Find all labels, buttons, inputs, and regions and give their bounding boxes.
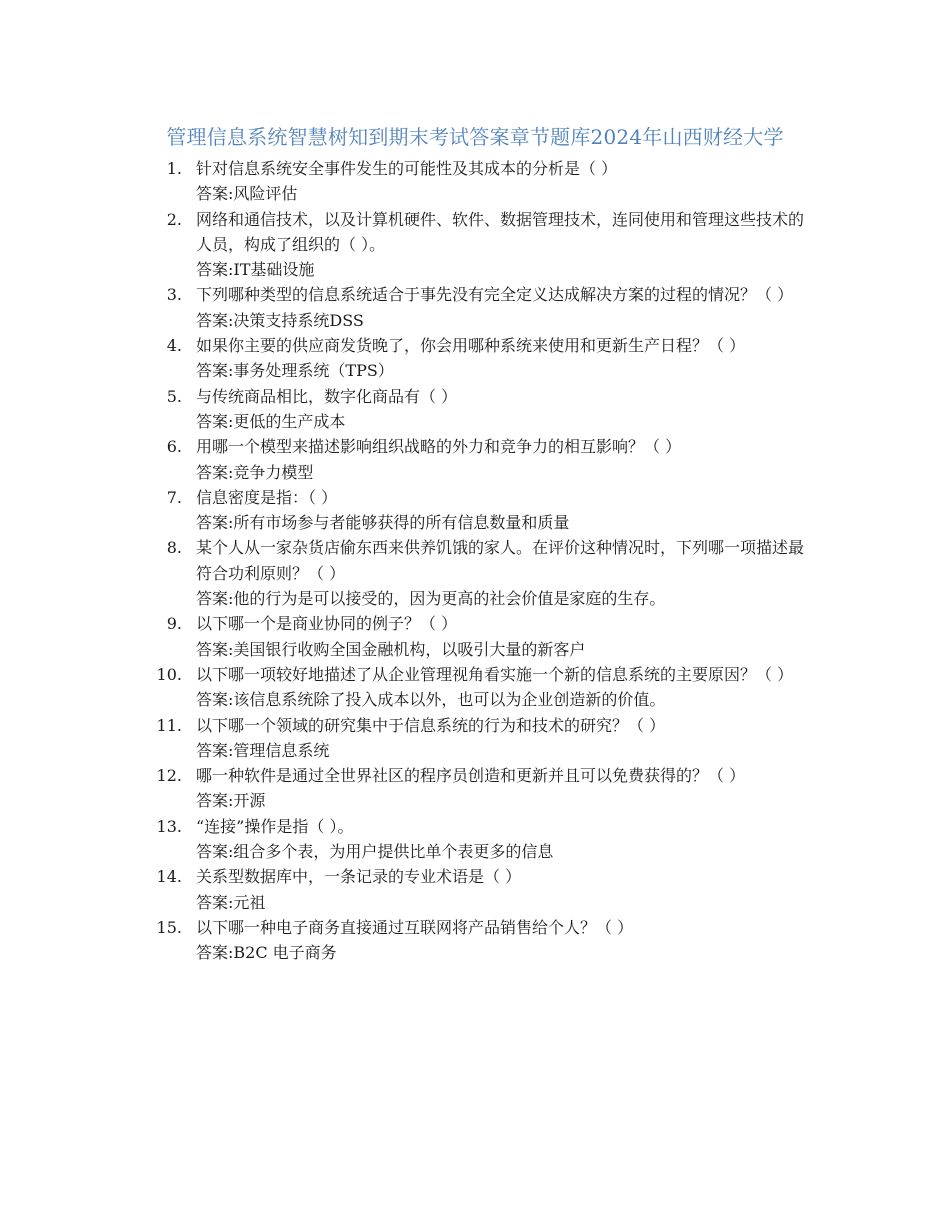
answer-text: 答案:风险评估 xyxy=(196,184,298,204)
question-text: 以下哪一个领域的研究集中于信息系统的行为和技术的研究？（ ） xyxy=(196,715,666,735)
question-item-15 xyxy=(150,915,815,966)
answer-text: 答案:所有市场参与者能够获得的所有信息数量和质量 xyxy=(196,513,570,533)
answer-text: 答案:IT基础设施 xyxy=(196,260,315,280)
answer-text: 答案:组合多个表，为用户提供比单个表更多的信息 xyxy=(196,842,554,862)
question-number: 3. xyxy=(166,285,182,305)
answer-text: 答案:决策支持系统DSS xyxy=(196,310,364,330)
question-number: 9. xyxy=(166,614,182,634)
answer-text: 答案:B2C 电子商务 xyxy=(196,943,337,963)
question-number: 15. xyxy=(156,917,182,937)
question-item-6 xyxy=(150,434,815,485)
answer-text: 答案:开源 xyxy=(196,791,266,811)
question-number: 14. xyxy=(156,867,182,887)
question-text: “连接”操作是指（ ）。 xyxy=(196,816,354,836)
question-item-4 xyxy=(150,333,815,384)
question-item-11 xyxy=(150,713,815,764)
question-item-5 xyxy=(150,384,815,435)
answer-text: 答案:竞争力模型 xyxy=(196,462,314,482)
question-number: 7. xyxy=(166,487,182,507)
question-item-1 xyxy=(150,156,815,207)
question-text: 以下哪一项较好地描述了从企业管理视角看实施一个新的信息系统的主要原因？（ ） xyxy=(196,664,794,684)
answer-text: 答案:他的行为是可以接受的，因为更高的社会价值是家庭的生存。 xyxy=(196,589,666,609)
answer-text: 答案:事务处理系统（TPS） xyxy=(196,361,394,381)
question-item-3 xyxy=(150,282,815,333)
question-number: 10. xyxy=(156,664,182,684)
question-item-14 xyxy=(150,864,815,915)
question-number: 5. xyxy=(166,386,182,406)
question-list xyxy=(150,156,815,966)
answer-text: 答案:元祖 xyxy=(196,892,266,912)
question-number: 4. xyxy=(166,336,182,356)
answer-text: 答案:美国银行收购全国金融机构，以吸引大量的新客户 xyxy=(196,639,586,659)
question-text: 某个人从一家杂货店偷东西来供养饥饿的家人。在评价这种情况时，下列哪一项描述最符合功利原则？（ ） xyxy=(196,538,805,583)
answer-text: 答案:更低的生产成本 xyxy=(196,411,346,431)
question-text: 信息密度是指：（ ） xyxy=(196,487,338,507)
question-text: 以下哪一种电子商务直接通过互联网将产品销售给个人？（ ） xyxy=(196,917,634,937)
question-text: 网络和通信技术，以及计算机硬件、软件、数据管理技术，连同使用和管理这些技术的人员，构成了组织的（ ）。 xyxy=(196,209,805,254)
question-item-13 xyxy=(150,814,815,865)
document-title: 管理信息系统智慧树知到期末考试答案章节题库2024年山西财经大学 xyxy=(166,125,784,149)
question-number: 11. xyxy=(156,715,182,735)
question-text: 与传统商品相比，数字化商品有（ ） xyxy=(196,386,458,406)
question-number: 13. xyxy=(156,816,182,836)
question-number: 1. xyxy=(166,159,182,178)
question-item-12 xyxy=(150,763,815,814)
question-item-2 xyxy=(150,207,815,283)
question-item-8 xyxy=(150,535,815,611)
question-item-9 xyxy=(150,611,815,662)
question-text: 用哪一个模型来描述影响组织战略的外力和竞争力的相互影响？（ ） xyxy=(196,437,682,457)
question-text: 哪一种软件是通过全世界社区的程序员创造和更新并且可以免费获得的？（ ） xyxy=(196,766,746,786)
question-text: 关系型数据库中，一条记录的专业术语是（ ） xyxy=(196,867,522,887)
question-number: 6. xyxy=(166,437,182,457)
question-item-10 xyxy=(150,662,815,713)
question-number: 2. xyxy=(166,209,182,229)
answer-text: 答案:该信息系统除了投入成本以外，也可以为企业创造新的价值。 xyxy=(196,690,666,710)
question-item-7 xyxy=(150,485,815,536)
question-text: 如果你主要的供应商发货晚了，你会用哪种系统来使用和更新生产日程？（ ） xyxy=(196,336,746,356)
question-text: 下列哪种类型的信息系统适合于事先没有完全定义达成解决方案的过程的情况？（ ） xyxy=(196,285,794,305)
question-number: 12. xyxy=(156,766,182,786)
question-text: 以下哪一个是商业协同的例子？（ ） xyxy=(196,614,458,634)
question-number: 8. xyxy=(166,538,182,558)
answer-text: 答案:管理信息系统 xyxy=(196,740,330,760)
question-text: 针对信息系统安全事件发生的可能性及其成本的分析是（ ） xyxy=(196,159,618,178)
